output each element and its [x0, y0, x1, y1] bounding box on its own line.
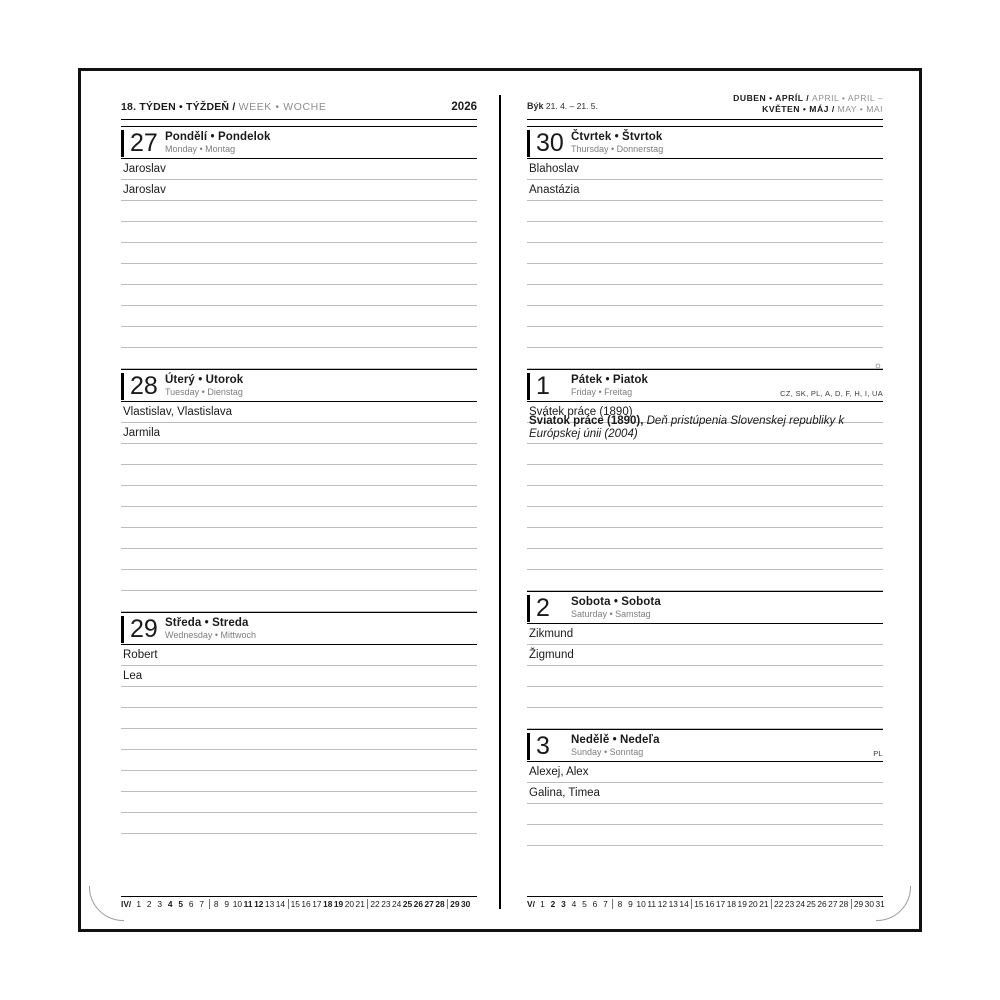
day-name-primary: Středa • Streda — [165, 617, 249, 629]
day-block-saturday — [527, 591, 883, 729]
month-day-4[interactable]: 4 — [167, 899, 173, 909]
note-line[interactable] — [121, 180, 477, 201]
month-day-18[interactable]: 18 — [726, 899, 737, 909]
month-day-27[interactable]: 27 — [424, 899, 434, 909]
note-line[interactable] — [121, 201, 477, 222]
month-day-21[interactable]: 21 — [759, 899, 769, 909]
note-line[interactable] — [527, 327, 883, 348]
month-day-7[interactable]: 7 — [199, 899, 205, 909]
note-line[interactable] — [121, 243, 477, 264]
nameday-entry: Blahoslav — [529, 163, 579, 175]
day-lines — [527, 624, 883, 729]
month-day-17[interactable]: 17 — [715, 899, 726, 909]
day-block-thursday — [527, 126, 883, 369]
nameday-entry: Lea — [123, 670, 143, 682]
day-lines — [121, 402, 477, 612]
month-day-28[interactable]: 28 — [839, 899, 849, 909]
right-month-overview — [527, 896, 883, 909]
day-number: 28 — [121, 373, 165, 400]
month-day-2[interactable]: 2 — [550, 899, 556, 909]
week-number-label: 18. TÝDEN • TÝŽDEŇ / WEEK • WOCHE — [121, 101, 327, 113]
zodiac-label: Býk 21. 4. – 21. 5. — [527, 101, 598, 111]
note-line[interactable] — [121, 402, 477, 423]
month-day-11[interactable]: 11 — [647, 899, 657, 909]
note-line[interactable] — [527, 528, 883, 549]
note-line[interactable] — [527, 645, 883, 666]
left-page-header — [121, 101, 477, 120]
note-line[interactable] — [121, 444, 477, 465]
day-number: 30 — [527, 130, 571, 157]
note-line[interactable] — [121, 507, 477, 528]
month-day-4[interactable]: 4 — [571, 899, 577, 909]
month-day-23[interactable]: 23 — [381, 899, 391, 909]
note-line[interactable] — [121, 549, 477, 570]
note-line[interactable] — [121, 486, 477, 507]
nameday-entry: Galina, Timea — [529, 787, 600, 799]
month-day-26[interactable]: 26 — [413, 899, 423, 909]
day-name-group — [571, 374, 648, 400]
note-line[interactable] — [527, 666, 883, 687]
note-line[interactable] — [121, 687, 477, 708]
month-day-7[interactable]: 7 — [603, 899, 608, 909]
nameday-entry: Žigmund — [529, 649, 574, 661]
day-number: 1 — [527, 373, 571, 400]
month-day-12[interactable]: 12 — [657, 899, 668, 909]
day-block-sunday — [527, 729, 883, 846]
month-range-line-2: KVĚTEN • MÁJ / MAY • MAI — [762, 104, 883, 114]
day-name-primary: Pátek • Piatok — [571, 374, 649, 386]
month-day-11[interactable]: 11 — [243, 899, 253, 909]
note-line[interactable] — [121, 666, 477, 687]
month-day-5[interactable]: 5 — [178, 899, 184, 909]
right-page-header — [527, 93, 883, 120]
day-header — [121, 612, 477, 645]
page-corner-curl — [89, 886, 124, 921]
month-day-23[interactable]: 23 — [784, 899, 795, 909]
nameday-entry: Zikmund — [529, 628, 574, 640]
month-day-19[interactable]: 19 — [333, 899, 344, 909]
month-day-25[interactable]: 25 — [806, 899, 816, 909]
note-line[interactable] — [527, 201, 883, 222]
month-day-16[interactable]: 16 — [301, 899, 311, 909]
holiday-entry-sk: Sviatok práce (1890), Deň pristúpenia Slovenskej republiky k Európskej únii (2004) — [529, 415, 845, 440]
note-line[interactable] — [121, 570, 477, 591]
note-line[interactable] — [527, 708, 883, 729]
note-line[interactable] — [527, 804, 883, 825]
note-line[interactable] — [527, 348, 883, 369]
month-day-12[interactable]: 12 — [254, 899, 264, 909]
day-lines — [121, 159, 477, 369]
day-name-group — [571, 131, 663, 157]
day-name-primary: Pondělí • Pondelok — [165, 131, 271, 143]
note-line[interactable] — [121, 771, 477, 792]
left-page — [87, 77, 499, 923]
sun-icon: ☼ — [873, 360, 882, 370]
month-day-8[interactable]: 8 — [612, 899, 624, 909]
holiday-country-flags: CZ, SK, PL, A, D, F, H, I, UA — [780, 389, 883, 398]
note-line[interactable] — [527, 415, 883, 444]
planner-spread — [78, 68, 922, 932]
month-day-9[interactable]: 9 — [224, 899, 230, 909]
note-line[interactable] — [527, 507, 883, 528]
month-day-25[interactable]: 25 — [402, 899, 413, 909]
month-day-13[interactable]: 13 — [264, 899, 275, 909]
day-lines — [527, 159, 883, 369]
day-name-group — [571, 734, 660, 760]
note-line[interactable] — [121, 423, 477, 444]
note-line[interactable] — [527, 687, 883, 708]
day-header — [527, 729, 883, 762]
month-range-line-1: DUBEN • APRÍL / APRIL • APRIL – — [733, 93, 883, 103]
note-line[interactable] — [527, 783, 883, 804]
right-page — [501, 77, 913, 923]
day-name-group — [165, 617, 256, 643]
month-day-15[interactable]: 15 — [288, 899, 300, 909]
day-header — [527, 360, 883, 402]
note-line[interactable] — [527, 243, 883, 264]
month-day-3[interactable]: 3 — [561, 899, 566, 909]
day-name-primary: Sobota • Sobota — [571, 596, 661, 608]
note-line[interactable] — [121, 750, 477, 771]
month-day-10[interactable]: 10 — [636, 899, 646, 909]
month-day-numbers — [538, 899, 885, 909]
open-diary-pages — [87, 77, 913, 923]
month-day-17[interactable]: 17 — [312, 899, 322, 909]
page-corner-curl — [876, 886, 911, 921]
month-day-28[interactable]: 28 — [435, 899, 445, 909]
nameday-entry: Jaroslav — [123, 184, 166, 196]
day-header — [527, 591, 883, 624]
month-day-14[interactable]: 14 — [275, 899, 286, 909]
nameday-entry: Jarmila — [123, 427, 161, 439]
note-line[interactable] — [527, 762, 883, 783]
nameday-entry: Alexej, Alex — [529, 766, 589, 778]
note-line[interactable] — [121, 306, 477, 327]
day-name-primary: Úterý • Utorok — [165, 374, 244, 386]
month-day-6[interactable]: 6 — [188, 899, 194, 909]
nameday-entry: Robert — [123, 649, 158, 661]
day-name-group — [571, 596, 661, 622]
year-label: 2026 — [451, 101, 477, 113]
month-day-8[interactable]: 8 — [209, 899, 221, 909]
day-number: 2 — [527, 595, 571, 622]
month-day-30[interactable]: 30 — [460, 899, 471, 909]
day-name-secondary: Tuesday • Dienstag — [165, 387, 243, 397]
note-line[interactable] — [121, 792, 477, 813]
month-day-5[interactable]: 5 — [582, 899, 587, 909]
note-line[interactable] — [527, 444, 883, 465]
month-label: V/ — [527, 899, 535, 909]
month-day-27[interactable]: 27 — [828, 899, 838, 909]
note-line[interactable] — [121, 591, 477, 612]
day-name-group — [165, 131, 271, 157]
note-line[interactable] — [527, 570, 883, 591]
month-day-22[interactable]: 22 — [771, 899, 783, 909]
note-line[interactable] — [121, 465, 477, 486]
month-day-1[interactable]: 1 — [540, 899, 545, 909]
month-day-15[interactable]: 15 — [691, 899, 703, 909]
note-line[interactable] — [527, 549, 883, 570]
month-day-21[interactable]: 21 — [355, 899, 365, 909]
note-line[interactable] — [527, 486, 883, 507]
month-day-24[interactable]: 24 — [795, 899, 806, 909]
month-label: IV/ — [121, 899, 132, 909]
day-number: 29 — [121, 616, 165, 643]
day-block-friday — [527, 360, 883, 591]
month-day-3[interactable]: 3 — [157, 899, 163, 909]
month-range-label — [733, 93, 883, 115]
note-line[interactable] — [121, 708, 477, 729]
day-header — [527, 126, 883, 159]
day-block-wednesday — [121, 612, 477, 834]
month-day-1[interactable]: 1 — [136, 899, 142, 909]
month-day-22[interactable]: 22 — [367, 899, 379, 909]
note-line[interactable] — [527, 465, 883, 486]
day-number: 27 — [121, 130, 165, 157]
month-day-29[interactable]: 29 — [447, 899, 459, 909]
nameday-entry: Jaroslav — [123, 163, 166, 175]
month-day-9[interactable]: 9 — [628, 899, 633, 909]
holiday-country-flags: PL — [873, 749, 883, 758]
month-day-2[interactable]: 2 — [146, 899, 152, 909]
day-block-tuesday — [121, 369, 477, 612]
day-name-secondary: Saturday • Samstag — [571, 609, 651, 619]
day-header — [121, 126, 477, 159]
note-line[interactable] — [121, 348, 477, 369]
month-day-20[interactable]: 20 — [748, 899, 758, 909]
note-line[interactable] — [527, 180, 883, 201]
day-name-primary: Nedělě • Nedeľa — [571, 734, 660, 746]
day-name-secondary: Sunday • Sonntag — [571, 747, 644, 757]
day-lines — [121, 645, 477, 834]
month-day-6[interactable]: 6 — [592, 899, 598, 909]
note-line[interactable] — [121, 327, 477, 348]
month-day-24[interactable]: 24 — [392, 899, 402, 909]
month-day-10[interactable]: 10 — [232, 899, 243, 909]
day-name-secondary: Monday • Montag — [165, 144, 236, 154]
note-line[interactable] — [527, 285, 883, 306]
month-day-14[interactable]: 14 — [679, 899, 689, 909]
day-name-secondary: Thursday • Donnerstag — [571, 144, 664, 154]
note-line[interactable] — [527, 624, 883, 645]
note-line[interactable] — [121, 528, 477, 549]
month-day-13[interactable]: 13 — [668, 899, 678, 909]
month-day-29[interactable]: 29 — [851, 899, 863, 909]
day-block-monday — [121, 126, 477, 369]
month-day-31[interactable]: 31 — [875, 899, 885, 909]
day-name-secondary: Friday • Freitag — [571, 387, 633, 397]
month-day-16[interactable]: 16 — [705, 899, 715, 909]
month-day-numbers — [134, 899, 470, 909]
day-name-primary: Čtvrtek • Štvrtok — [571, 131, 663, 143]
day-lines — [527, 762, 883, 846]
note-line[interactable] — [527, 306, 883, 327]
left-month-overview — [121, 896, 477, 909]
note-line[interactable] — [121, 222, 477, 243]
month-day-20[interactable]: 20 — [344, 899, 355, 909]
day-name-secondary: Wednesday • Mittwoch — [165, 630, 257, 640]
note-line[interactable] — [527, 825, 883, 846]
month-day-30[interactable]: 30 — [864, 899, 874, 909]
month-day-18[interactable]: 18 — [323, 899, 333, 909]
holiday-entry-cz: Svátek práce (1890) — [529, 406, 633, 418]
day-name-group — [165, 374, 243, 400]
day-header — [121, 369, 477, 402]
note-line[interactable] — [527, 222, 883, 243]
nameday-entry: Anastázia — [529, 184, 580, 196]
note-line[interactable] — [121, 813, 477, 834]
day-number: 3 — [527, 733, 571, 760]
note-line[interactable] — [527, 159, 883, 180]
month-day-19[interactable]: 19 — [737, 899, 747, 909]
nameday-entry: Vlastislav, Vlastislava — [123, 406, 233, 418]
note-line[interactable] — [121, 264, 477, 285]
note-line[interactable] — [121, 285, 477, 306]
month-day-26[interactable]: 26 — [817, 899, 827, 909]
day-lines — [527, 402, 883, 591]
note-line[interactable] — [121, 645, 477, 666]
note-line[interactable] — [527, 264, 883, 285]
note-line[interactable] — [121, 729, 477, 750]
note-line[interactable] — [121, 159, 477, 180]
